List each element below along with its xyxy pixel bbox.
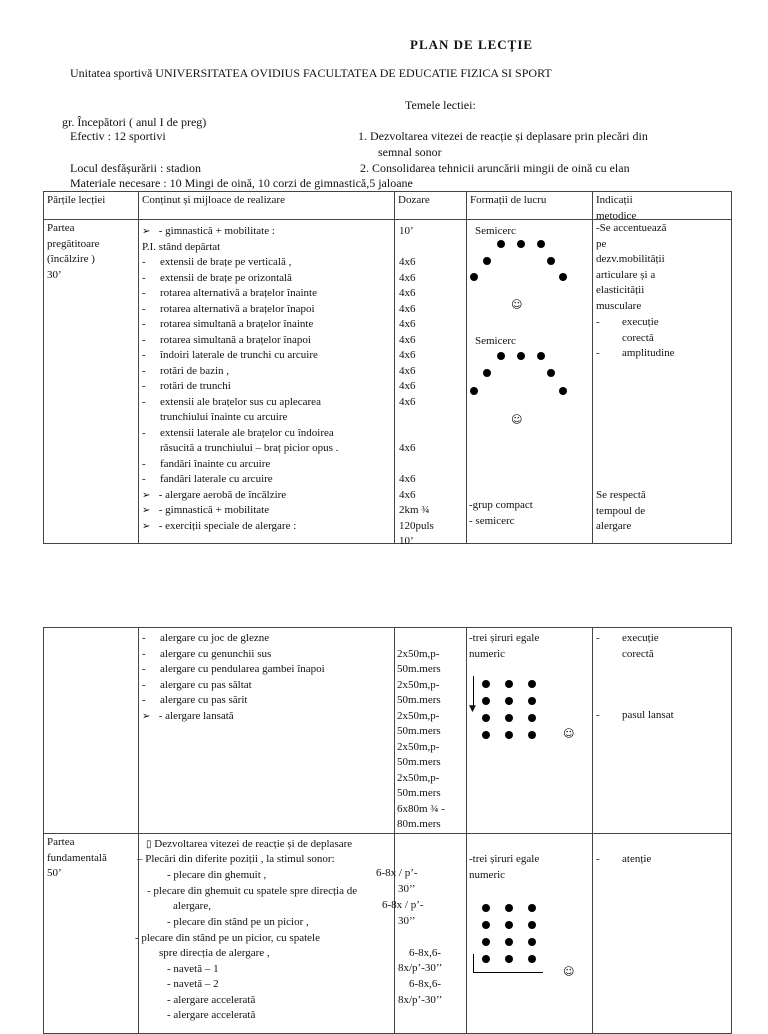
direction-arrow-icon: ▼ (469, 704, 476, 714)
indication-line: tempoul de (596, 504, 646, 517)
lesson-table-1 (43, 191, 732, 547)
arrow-bullet-icon: ➢ (142, 226, 151, 237)
content-line: - extensii laterale ale brațelor cu îndoirea (142, 426, 334, 439)
formation-dot (497, 240, 505, 248)
teacher-icon: ☺ (563, 727, 575, 740)
dosage-line: 2x50m,p- (397, 709, 440, 722)
dosage-line: 8x/p’-30’’ (398, 994, 443, 1006)
content-line: ➢ - gimnastică + mobilitate (142, 503, 338, 519)
formation-dot (547, 369, 555, 377)
dosage-line: 4x6 (399, 380, 416, 392)
dosage-line: 6-8x / p’- (376, 867, 418, 879)
indications-cell: - execuție corectă - pasul lansat (593, 628, 732, 834)
content-line: - rotarea alternativă a brațelor înapoi (142, 302, 315, 315)
effective-line: Efectiv : 12 sportivi (70, 129, 166, 143)
teacher-icon: ☺ (511, 298, 523, 311)
formation-semicerc: - semicerc (469, 515, 515, 527)
dosage-line: 10’ (399, 535, 414, 547)
part-label: 50’ (47, 867, 62, 879)
dosage-cell (395, 628, 467, 834)
part-label: fundamentală (47, 851, 107, 864)
formation-grup-compact: -grup compact (469, 499, 533, 511)
part-cell (44, 628, 139, 834)
formation-dot (528, 697, 536, 705)
arrow-bullet-icon: ➢ (142, 520, 151, 532)
content-cell (139, 220, 395, 544)
content-line: P.I. stând depărtat (142, 240, 221, 253)
location-line: Locul desfășurării : stadion (70, 161, 201, 175)
dosage-line: 4x6 (399, 395, 416, 408)
page-title: PLAN DE LECȚIE (410, 37, 534, 52)
part-cell (44, 220, 139, 544)
formation-cell: -trei șiruri egale numeric ▼ ☺ (467, 628, 593, 834)
dosage-line: 6-8x,6- (409, 978, 442, 990)
content-line: - îndoiri laterale de trunchi cu arcuire (142, 349, 318, 361)
formation-dot (482, 955, 490, 963)
table-row (44, 220, 732, 544)
formation-dot (547, 257, 555, 265)
indication-line: Se respectă (596, 489, 646, 501)
content-line: - alergare cu joc de glezne (142, 632, 270, 644)
formation-dot (482, 731, 490, 739)
formation-dot (528, 955, 536, 963)
dosage-line: 2x50m,p- (397, 647, 440, 660)
part-label: pregătitoare (47, 237, 100, 250)
arrow-bullet-icon: ➢ (142, 505, 151, 516)
formation-dot (505, 714, 513, 722)
dosage-line: 4x6 (399, 333, 416, 346)
part-label: Partea (47, 222, 75, 234)
teacher-icon: ☺ (563, 965, 575, 978)
formation-dot (517, 352, 525, 360)
formation-dot (482, 680, 490, 688)
dosage-line: 8x/p’-30’’ (398, 962, 443, 974)
content-cell (139, 628, 395, 834)
part-cell (44, 834, 139, 1034)
formation-dot (528, 938, 536, 946)
content-line: - alergare cu genunchii sus (142, 647, 272, 660)
part-label: (încălzire ) (47, 253, 95, 265)
formation-cell (467, 220, 593, 544)
content-line: răsucită a trunchiului – braț picior opus . (160, 442, 339, 454)
formation-label-semicerc: Semicerc (475, 335, 516, 347)
table-header-row (44, 192, 732, 220)
baseline (473, 972, 543, 973)
indication-line: musculare (596, 299, 642, 312)
header-formations: Formații de lucru (467, 192, 593, 220)
formation-dot (559, 273, 567, 281)
dosage-line: 6x80m ¾ - (397, 802, 445, 815)
formation-dot (482, 714, 490, 722)
content-line: - rotarea simultană a brațelor înainte (142, 318, 314, 330)
dosage-cell (395, 220, 467, 547)
content-line: - fandări laterale cu arcuire (142, 473, 273, 485)
dosage-line: 50m.mers (397, 756, 441, 768)
formation-dot (528, 921, 536, 929)
dosage-line: 30’’ (398, 883, 416, 895)
theme-2-line: 2. Consolidarea tehnicii aruncării mingii de oină cu elan (360, 161, 630, 175)
unit-line: Unitatea sportivă UNIVERSITATEA OVIDIUS FACULTATEA DE EDUCATIE FIZICA SI SPORT (70, 66, 552, 80)
dosage-line: 4x6 (399, 349, 416, 361)
indication-line: -Se accentuează (596, 222, 667, 234)
indications-cell: - atenție (593, 834, 732, 1034)
arrow-bullet-icon: ➢ (142, 710, 151, 722)
dosage-cell (376, 834, 467, 1034)
theme-1-line-1: 1. Dezvoltarea vitezei de reacție și deplasare prin plecări din (358, 129, 648, 143)
dosage-line: 4x6 (399, 318, 416, 330)
indication-line: alergare (596, 520, 632, 532)
formation-dot (482, 938, 490, 946)
dosage-line: 2x50m,p- (397, 740, 440, 753)
content-cell: ▯ Dezvoltarea vitezei de reacție și de deplasare – Plecări din diferite poziții , la stimul sonor: - plecare din ghemuit , - plecare din ghemuit cu spatele spre direcția de alergare, - plecare din stând pe un picior , - plecare din stând pe un picior, cu spatele spre direcția de alergare , - navetă – 1 - navetă – 2 - alergare accelerată - alergare accelerată (139, 834, 395, 1034)
formation-dot (505, 921, 513, 929)
dosage-line: 2x50m,p- (397, 771, 440, 784)
dosage-line: 2km ¾ (399, 504, 430, 516)
formation-dot (505, 938, 513, 946)
indication-line: dezv.mobilității (596, 253, 665, 265)
formation-dot (505, 955, 513, 963)
header-parts: Părțile lecției (44, 192, 139, 220)
dosage-line: 4x6 (399, 271, 416, 284)
formation-dot (483, 257, 491, 265)
formation-dot (537, 352, 545, 360)
content-line: - extensii de brațe pe orizontală (142, 271, 292, 284)
group-line: gr. Începători ( anul I de preg) (62, 115, 207, 129)
formation-dot (528, 714, 536, 722)
themes-label: Temele lectiei: (405, 98, 476, 112)
indication-line: articulare și a (596, 268, 656, 281)
direction-arrow-line (473, 954, 474, 972)
dosage-line (397, 631, 445, 647)
indications-cell: -Se accentuează pe dezv.mobilității articulare și a elasticității musculare - execuție corectă - amplitudine Se respectă tempoul de alergare (593, 220, 732, 544)
formation-dot (505, 680, 513, 688)
formation-dot (482, 904, 490, 912)
header-content: Conținut și mijloace de realizare (139, 192, 395, 220)
arrow-bullet-icon: ➢ (142, 489, 151, 501)
formation-dot (505, 697, 513, 705)
formation-dot (497, 352, 505, 360)
teacher-icon: ☺ (511, 413, 523, 426)
indication-line: pe (596, 237, 607, 250)
part-label: Partea (47, 836, 75, 848)
dosage-line: 6-8x / p’- (382, 899, 424, 911)
content-line: - rotarea simultană a brațelor înapoi (142, 333, 311, 346)
formation-dot (559, 387, 567, 395)
formation-dot (528, 680, 536, 688)
dosage-line: 4x6 (399, 364, 416, 377)
content-line: - alergare cu pas sărit (142, 694, 248, 706)
dosage-line: 10’ (399, 225, 414, 237)
formation-dot (505, 731, 513, 739)
formation-dot (482, 697, 490, 705)
dosage-line: 4x6 (399, 442, 416, 454)
dosage-line: 4x6 (399, 488, 416, 501)
formation-dot (482, 921, 490, 929)
formation-dot (537, 240, 545, 248)
table-row (44, 834, 732, 1034)
formation-dot (470, 387, 478, 395)
dosage-line: 80m.mers (397, 818, 441, 830)
dosage-line: 4x6 (399, 287, 416, 299)
content-line: - extensii de brațe pe verticală , (142, 256, 292, 268)
content-line: - rotarea alternativă a brațelor înainte (142, 287, 317, 299)
content-line: ➢ - alergare aerobă de încălzire (142, 488, 338, 504)
formation-dot (483, 369, 491, 377)
dosage-line: 4x6 (399, 473, 416, 485)
dosage-line: 50m.mers (397, 787, 441, 799)
content-line: - alergare cu pas săltat (142, 678, 252, 691)
table-row (44, 628, 732, 834)
lesson-table-2 (43, 627, 732, 1034)
formation-dot (528, 731, 536, 739)
dosage-line: 120puls (399, 519, 434, 532)
part-label: 30’ (47, 268, 62, 281)
formation-dot (528, 904, 536, 912)
header-indications: Indicații metodice (593, 192, 732, 220)
formation-dot (517, 240, 525, 248)
content-line: ➢ - alergare lansată (142, 709, 325, 725)
formation-label-semicerc: Semicerc (475, 225, 516, 237)
content-line: ➢ - gimnastică + mobilitate : (142, 224, 338, 240)
content-line: - alergare cu pendularea gambei înapoi (142, 663, 325, 675)
dosage-line: 2x50m,p- (397, 678, 440, 691)
dosage-line: 50m.mers (397, 694, 441, 706)
dosage-line: 4x6 (399, 256, 416, 268)
dosage-line (399, 457, 434, 473)
formation-dot (470, 273, 478, 281)
dosage-line (399, 240, 434, 256)
theme-1-line-2: semnal sonor (378, 145, 442, 159)
dosage-line: 4x6 (399, 302, 416, 315)
content-line: - fandări înainte cu arcuire (142, 457, 271, 470)
content-line: - rotări de trunchi (142, 380, 231, 392)
dosage-line: 50m.mers (397, 663, 441, 675)
content-line: - extensii ale brațelor sus cu aplecarea (142, 395, 321, 408)
formation-cell: -trei șiruri egale numeric ☺ (467, 834, 593, 1034)
dosage-line: 30’’ (398, 915, 416, 927)
dosage-line: 6-8x,6- (409, 947, 442, 959)
content-line: - rotări de bazin , (142, 364, 230, 377)
dosage-line (399, 410, 434, 426)
content-line: trunchiului înainte cu arcuire (160, 411, 288, 423)
dosage-line: 50m.mers (397, 725, 441, 737)
content-line: ➢ - exerciții speciale de alergare : (142, 519, 338, 535)
materials-line: Materiale necesare : 10 Mingi de oină, 10 corzi de gimnastică,5 jaloane (70, 176, 413, 190)
formation-dot (505, 904, 513, 912)
indication-line: elasticității (596, 284, 645, 296)
dosage-line (399, 426, 434, 442)
header-dosage: Dozare (395, 192, 467, 220)
